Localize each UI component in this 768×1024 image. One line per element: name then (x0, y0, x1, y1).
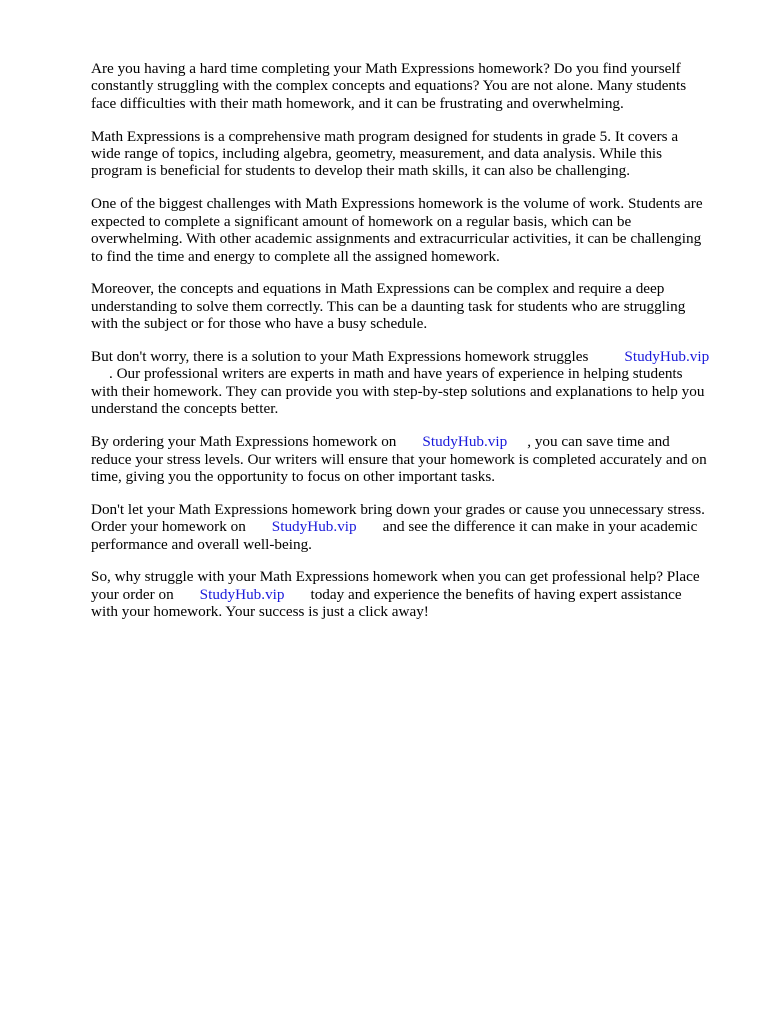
text-line: program is beneficial for students to develop their math skills, it can also be challenging. (91, 162, 631, 180)
text-segment: your order on (91, 585, 174, 603)
text-segment: and see the difference it can make in your academic (382, 518, 698, 536)
text-line: expected to complete a significant amount of homework on a regular basis, which can be (91, 212, 632, 230)
studyhub-link[interactable]: StudyHub.vip (624, 348, 710, 366)
studyhub-link[interactable]: StudyHub.vip (199, 585, 285, 603)
text-line: reduce your stress levels. Our writers will ensure that your homework is completed accurately and on (91, 450, 707, 468)
text-line: wide range of topics, including algebra, geometry, measurement, and data analysis. While this (91, 145, 663, 163)
text-line: time, giving you the opportunity to focus on other important tasks. (91, 467, 496, 485)
paragraph-solution (91, 348, 731, 418)
text-line (91, 433, 731, 450)
studyhub-link[interactable]: StudyHub.vip (271, 518, 357, 536)
text-line: understanding to solve them correctly. This can be a daunting task for students who are struggling (91, 297, 686, 315)
text-line: with their homework. They can provide you with step-by-step solutions and explanations to help you (91, 382, 705, 400)
text-line (91, 586, 731, 603)
text-segment: today and experience the benefits of having expert assistance (310, 585, 682, 603)
text-segment: But don't worry, there is a solution to your Math Expressions homework struggles (91, 348, 589, 366)
text-line (91, 518, 731, 535)
text-line (91, 365, 731, 382)
text-line: with your homework. Your success is just a click away! (91, 603, 429, 621)
text-segment: . Our professional writers are experts in math and have years of experience in helping students (109, 365, 683, 383)
paragraph-grades (91, 501, 731, 553)
text-line (91, 348, 731, 365)
paragraph-closing (91, 568, 731, 620)
paragraph-concepts (91, 280, 731, 332)
paragraph-intro (91, 60, 731, 112)
paragraph-challenges (91, 195, 731, 265)
text-line: constantly struggling with the complex concepts and equations? You are not alone. Many students (91, 77, 687, 95)
text-line: face difficulties with their math homework, and it can be frustrating and overwhelming. (91, 94, 624, 112)
studyhub-link[interactable]: StudyHub.vip (422, 433, 508, 451)
text-line: One of the biggest challenges with Math Expressions homework is the volume of work. Students are (91, 195, 703, 213)
document-body (91, 60, 731, 636)
text-line: Math Expressions is a comprehensive math program designed for students in grade 5. It covers a (91, 127, 679, 145)
text-segment: , you can save time and (527, 433, 670, 451)
text-line: performance and overall well-being. (91, 535, 312, 553)
text-segment: Order your homework on (91, 518, 246, 536)
text-line: understand the concepts better. (91, 400, 279, 418)
text-segment: By ordering your Math Expressions homework on (91, 433, 397, 451)
text-line: So, why struggle with your Math Expressions homework when you can get professional help? Place (91, 568, 700, 586)
text-line: Moreover, the concepts and equations in Math Expressions can be complex and require a deep (91, 280, 665, 298)
text-line: to find the time and energy to complete all the assigned homework. (91, 247, 500, 265)
paragraph-ordering (91, 433, 731, 485)
text-line: Don't let your Math Expressions homework bring down your grades or cause you unnecessary stress. (91, 500, 705, 518)
text-line: Are you having a hard time completing your Math Expressions homework? Do you find yourself (91, 60, 681, 77)
paragraph-program (91, 128, 731, 180)
text-line: overwhelming. With other academic assignments and extracurricular activities, it can be challenging (91, 230, 702, 248)
text-line: with the subject or for those who have a busy schedule. (91, 315, 428, 333)
